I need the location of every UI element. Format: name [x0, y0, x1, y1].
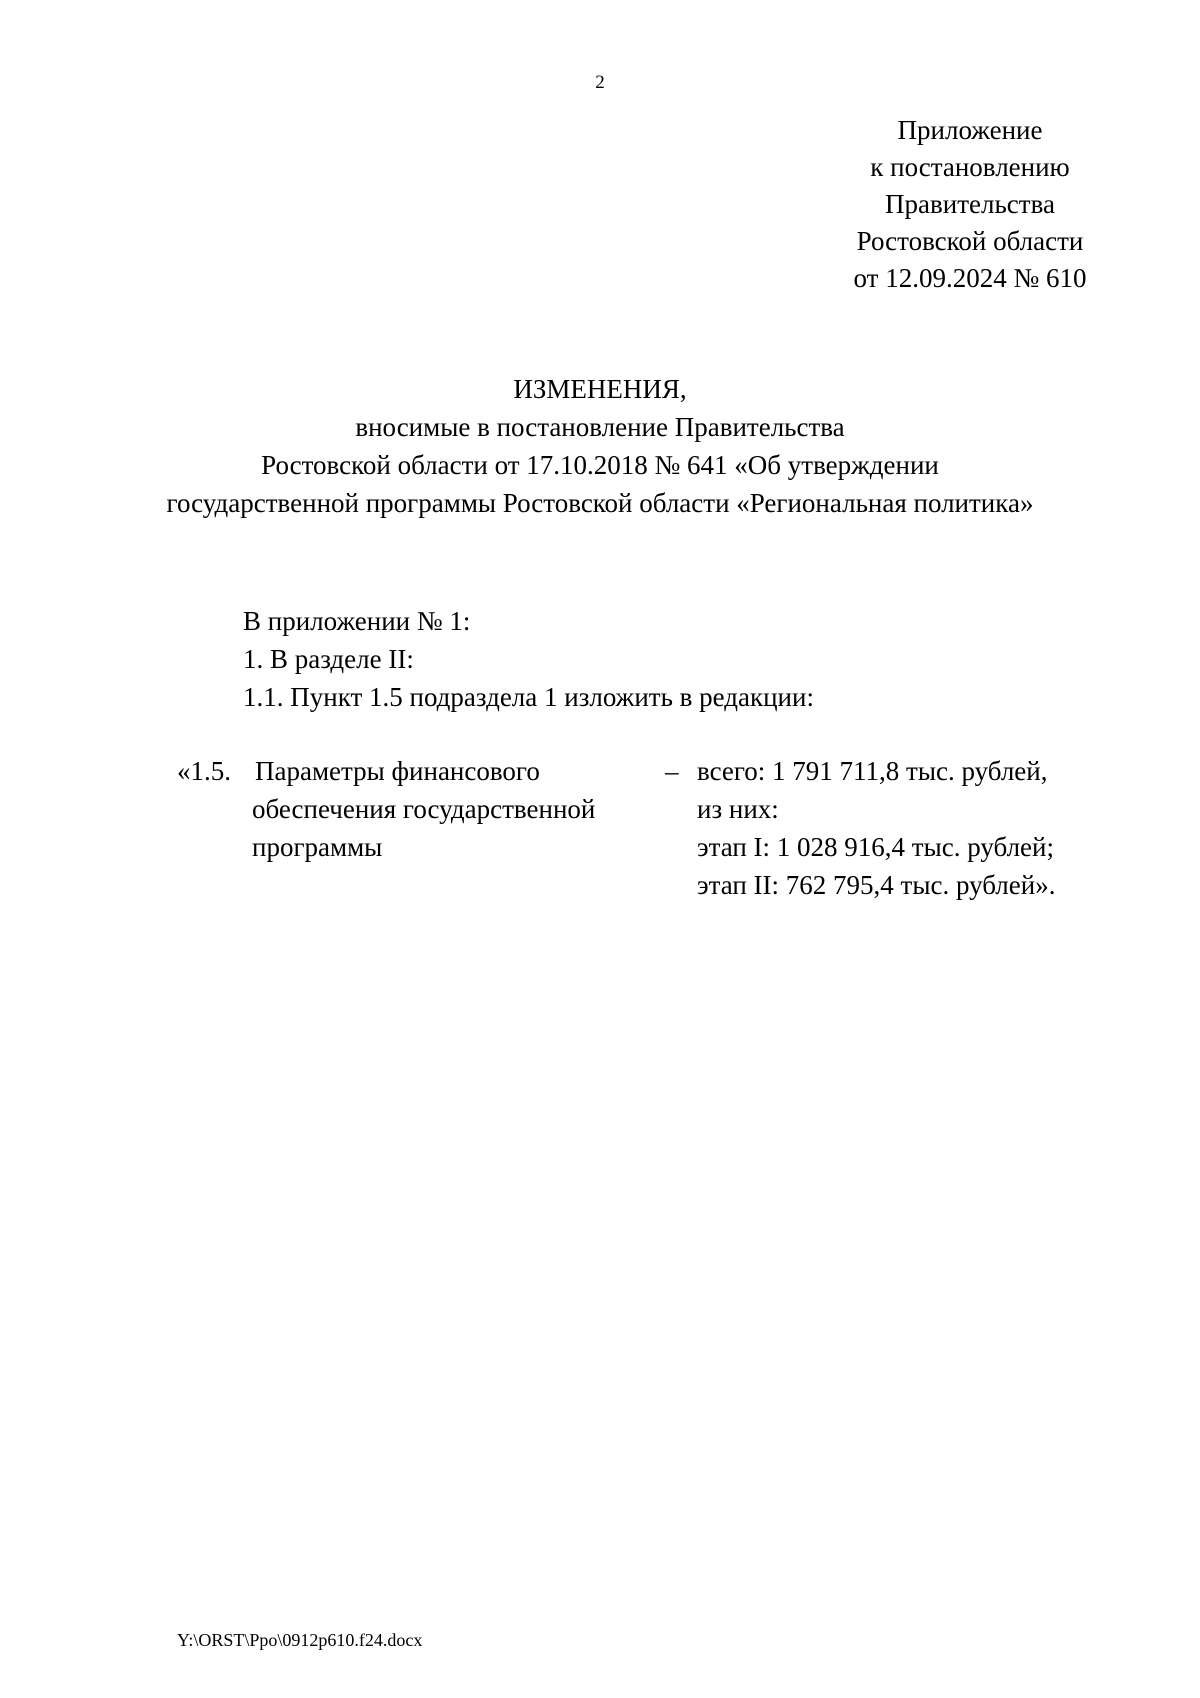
parameter-label-line: обеспечения государственной [252, 794, 596, 824]
appendix-line: от 12.09.2024 № 610 [853, 263, 1087, 293]
footer-file-path: Y:\ORST\Ppo\0912p610.f24.docx [177, 1630, 423, 1650]
intro-line: В приложении № 1: [243, 606, 471, 636]
heading-title: ИЗМЕНЕНИЯ, [513, 374, 687, 404]
parameter-dash: – [665, 756, 679, 786]
heading-subtitle-line: государственной программы Ростовской области «Региональная политика» [166, 488, 1034, 518]
heading-subtitle-line: вносимые в постановление Правительства [355, 412, 845, 442]
appendix-line: к постановлению [870, 152, 1070, 182]
parameter-value-line: этап I: 1 028 916,4 тыс. рублей; [697, 832, 1054, 862]
appendix-block [820, 112, 1120, 297]
parameter-values [697, 752, 1137, 904]
appendix-line: Правительства [885, 189, 1055, 219]
parameter-value-line: этап II: 762 795,4 тыс. рублей». [697, 870, 1056, 900]
parameter-value-line: из них: [697, 794, 779, 824]
parameter-label-line: программы [252, 832, 383, 862]
appendix-line: Приложение [897, 115, 1043, 145]
intro-block [243, 602, 1103, 716]
parameter-value-line: всего: 1 791 711,8 тыс. рублей, [697, 756, 1048, 786]
page-number: 2 [595, 72, 605, 93]
parameter-row [177, 752, 1137, 912]
document-heading [150, 370, 1050, 522]
parameter-number: «1.5. [177, 756, 231, 786]
appendix-line: Ростовской области [856, 226, 1084, 256]
intro-line: 1. В разделе II: [243, 644, 414, 674]
heading-subtitle-line: Ростовской области от 17.10.2018 № 641 «Об утверждении [261, 450, 939, 480]
intro-line: 1.1. Пункт 1.5 подраздела 1 изложить в редакции: [243, 682, 814, 712]
parameter-label [252, 752, 652, 866]
parameter-label-line: Параметры финансового [255, 756, 540, 786]
